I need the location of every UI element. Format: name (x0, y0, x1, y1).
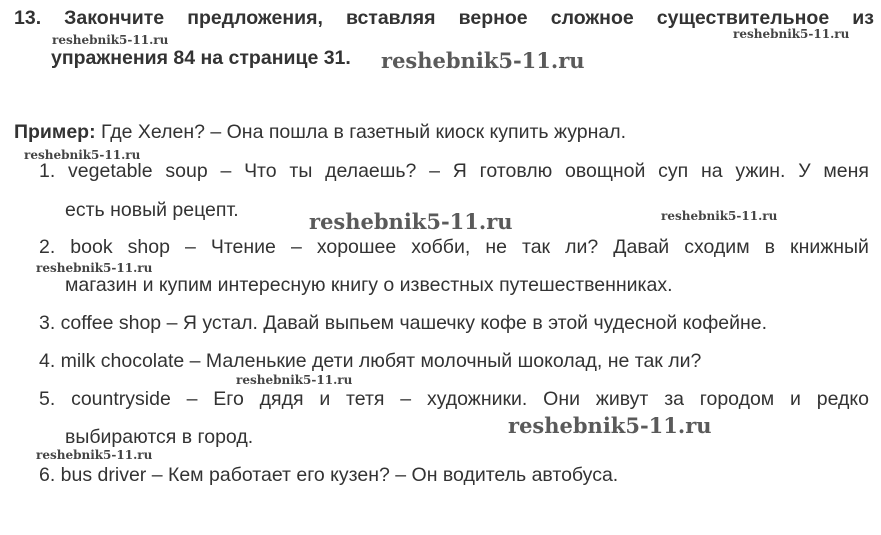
example-text: Где Хелен? – Она пошла в газетный киоск купить журнал. (95, 121, 627, 143)
word: живут (595, 388, 649, 410)
word: хорошее (316, 236, 397, 258)
example-sentence (14, 121, 626, 144)
answer-item-1-line2: есть новый рецепт. (65, 199, 239, 221)
watermark: reshebnik5-11.ru (508, 413, 712, 438)
word: городом (699, 388, 775, 410)
heading-word: вставляя (345, 7, 436, 29)
answer-item-4-line1: 4. milk chocolate – Маленькие дети любят молочный шоколад, не так ли? (39, 350, 702, 372)
answer-item-1-line1 (39, 160, 869, 183)
word: за (664, 388, 684, 410)
word: не (485, 236, 507, 258)
watermark: reshebnik5-11.ru (733, 27, 850, 41)
word: Что (244, 160, 277, 182)
word: – (184, 236, 196, 258)
watermark: reshebnik5-11.ru (24, 148, 141, 162)
word: ты (289, 160, 313, 182)
task-number: 13. (14, 7, 42, 29)
watermark: reshebnik5-11.ru (236, 373, 353, 387)
word: и (319, 388, 331, 410)
answer-item-3 (39, 312, 869, 335)
word: 2. (39, 236, 56, 258)
word: ли? (565, 236, 599, 258)
word: soup (165, 160, 208, 182)
heading-word: существительное (656, 7, 830, 29)
word: делаешь? (325, 160, 417, 182)
word: овощной (565, 160, 646, 182)
word: книжный (790, 236, 869, 258)
word: редко (816, 388, 869, 410)
word: – (429, 160, 441, 182)
answer-item-2-line1 (39, 236, 869, 259)
word: так (521, 236, 551, 258)
watermark: reshebnik5-11.ru (52, 33, 169, 47)
answer-item-4 (39, 350, 869, 373)
answer-item-6 (39, 464, 869, 487)
word: сходим (684, 236, 750, 258)
word: Давай (613, 236, 670, 258)
word: countryside (71, 388, 171, 410)
answer-item-2-line2: магазин и купим интересную книгу о известных путешественниках. (65, 274, 673, 296)
word: Чтение (210, 236, 276, 258)
word: 5. (39, 388, 56, 410)
heading-word: Закончите (64, 7, 165, 29)
example-label: Пример: (14, 121, 96, 143)
watermark: reshebnik5-11.ru (309, 209, 513, 234)
answer-item-6-line1: 6. bus driver – Кем работает его кузен? – Он водитель автобуса. (39, 464, 619, 486)
word: – (290, 236, 302, 258)
word: суп (658, 160, 689, 182)
word: Я (452, 160, 467, 182)
word: дядя (259, 388, 304, 410)
word: на (700, 160, 723, 182)
heading-word: предложения, (187, 7, 323, 29)
watermark: reshebnik5-11.ru (36, 261, 153, 275)
word: меня (823, 160, 869, 182)
word: vegetable (68, 160, 153, 182)
word: хобби, (411, 236, 471, 258)
task-heading-line2: упражнения 84 на странице 31. (51, 47, 351, 69)
watermark: reshebnik5-11.ru (661, 209, 778, 223)
word: shop (127, 236, 170, 258)
word: тетя (346, 388, 385, 410)
word: ужин. (735, 160, 786, 182)
word: – (220, 160, 232, 182)
word: – (400, 388, 412, 410)
word: У (798, 160, 811, 182)
word: Они (543, 388, 580, 410)
word: готовлю (479, 160, 553, 182)
word: Его (213, 388, 244, 410)
answer-item-5-line2: выбираются в город. (65, 426, 254, 448)
watermark: reshebnik5-11.ru (381, 48, 585, 73)
answer-item-5-line1 (39, 388, 869, 411)
word: и (790, 388, 801, 410)
watermark: reshebnik5-11.ru (36, 448, 153, 462)
word: – (186, 388, 198, 410)
heading-word: из (852, 7, 874, 29)
word: художники. (426, 388, 528, 410)
heading-word: верное (458, 7, 528, 29)
word: book (70, 236, 113, 258)
word: в (764, 236, 775, 258)
word: 1. (39, 160, 56, 182)
heading-word: сложное (550, 7, 634, 29)
answer-item-3-line1: 3. coffee shop – Я устал. Давай выпьем чашечку кофе в этой чудесной кофейне. (39, 312, 768, 334)
